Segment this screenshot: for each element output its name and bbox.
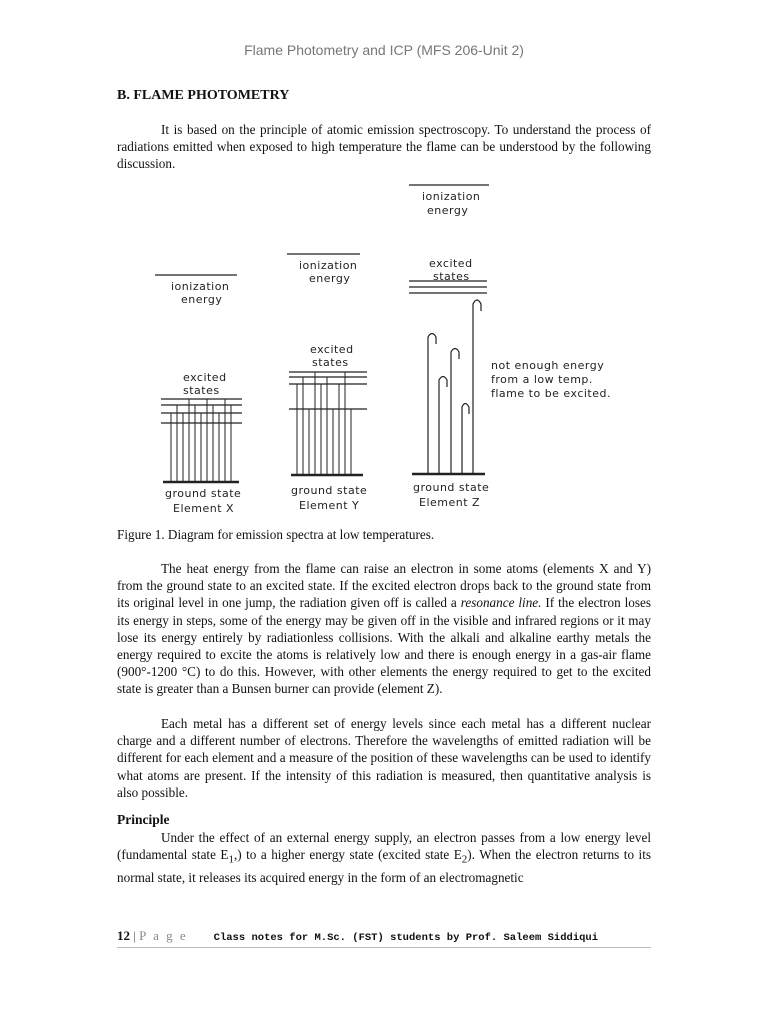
page-footer [117,928,651,948]
figure-caption: Figure 1. Diagram for emission spectra at low temperatures. [117,527,435,542]
x-ground-label: ground state [165,487,242,500]
y-element-name: Element Y [299,499,360,512]
y-ionization-label-1: ionization [299,259,358,272]
x-ionization-label-1: ionization [171,280,230,293]
x-excited-label-1: excited [183,371,227,384]
y-ground-label: ground state [291,484,368,497]
page-word: P a g e [139,928,188,943]
footer-notes: Class notes for M.Sc. (FST) students by Prof. Saleem Siddiqui [213,932,599,944]
z-ionization-label-1: ionization [422,190,481,203]
y-excited-label-2: states [312,356,349,369]
z-excited-label-2: states [433,270,470,283]
x-ionization-label-2: energy [181,293,223,306]
intro-paragraph: It is based on the principle of atomic emission spectroscopy. To understand the process of radiations emitted when exposed to high temperature the flame can be understood by the following discussion. [117,122,651,172]
principle-paragraph: Under the effect of an external energy supply, an electron passes from a low energy level (fundamental state $E_1$,) to a higher energy state (excited state $E_2$). When the electron returns to its normal state, it releases its acquired energy in the form of an electromagnetic [117,830,651,886]
running-header: Flame Photometry and ICP (MFS 206-Unit 2) [244,42,524,58]
x-transition-arrows [171,399,231,482]
not-enough-energy-note [491,359,611,400]
y-excited-label-1: excited [310,343,354,356]
paragraph-energy-levels: Each metal has a different set of energy levels since each metal has a different nuclear charge and a different number of electrons. Therefore the wavelengths of emitted radiation will be different for each element and a measure of the position of these wavelengths can be used to identify what atoms are present. If the intensity of this radiation is measured, then quantitative analysis is also possible. [117,716,651,800]
note-line-1: not enough energy [491,359,605,372]
y-transition-arrows [297,372,351,475]
element-x-labels [165,280,241,515]
paragraph-heat-energy: The heat energy from the flame can raise an electron in some atoms (elements X and Y) from the ground state to an excited state. If the excited electron drops back to the ground state from its original level in one jump, the radiation given off is called a resonance line. If the electron loses its energy in steps, some of the energy may be given off in the visible and infrared regions or it may lose its energy entirely by radiationless collisions. With the alkali and alkaline earthy metals the energy required to excite the atoms is relatively low and there is enough energy in a gas-air flame (900°-1200 °C) to do this. However, with other elements the energy required to get to the excited state is greater than a Bunsen burner can provide (element Z). [117,561,651,697]
note-line-2: from a low temp. [491,373,593,386]
z-element-name: Element Z [419,496,481,509]
x-element-name: Element X [173,502,235,515]
emission-spectra-figure [147,172,657,520]
z-ground-label: ground state [413,481,490,494]
footer-separator: | [130,928,140,943]
x-excited-label-2: states [183,384,220,397]
y-ionization-label-2: energy [309,272,351,285]
page-number: 12 [117,928,130,943]
section-title: B. FLAME PHOTOMETRY [117,88,290,103]
resonance-line-term: resonance line. [460,595,542,611]
z-failed-excitation-arrows [428,300,481,474]
note-line-3: flame to be excited. [491,387,611,400]
z-ionization-label-2: energy [427,204,469,217]
principle-heading: Principle [117,812,170,827]
z-excited-label-1: excited [429,257,473,270]
